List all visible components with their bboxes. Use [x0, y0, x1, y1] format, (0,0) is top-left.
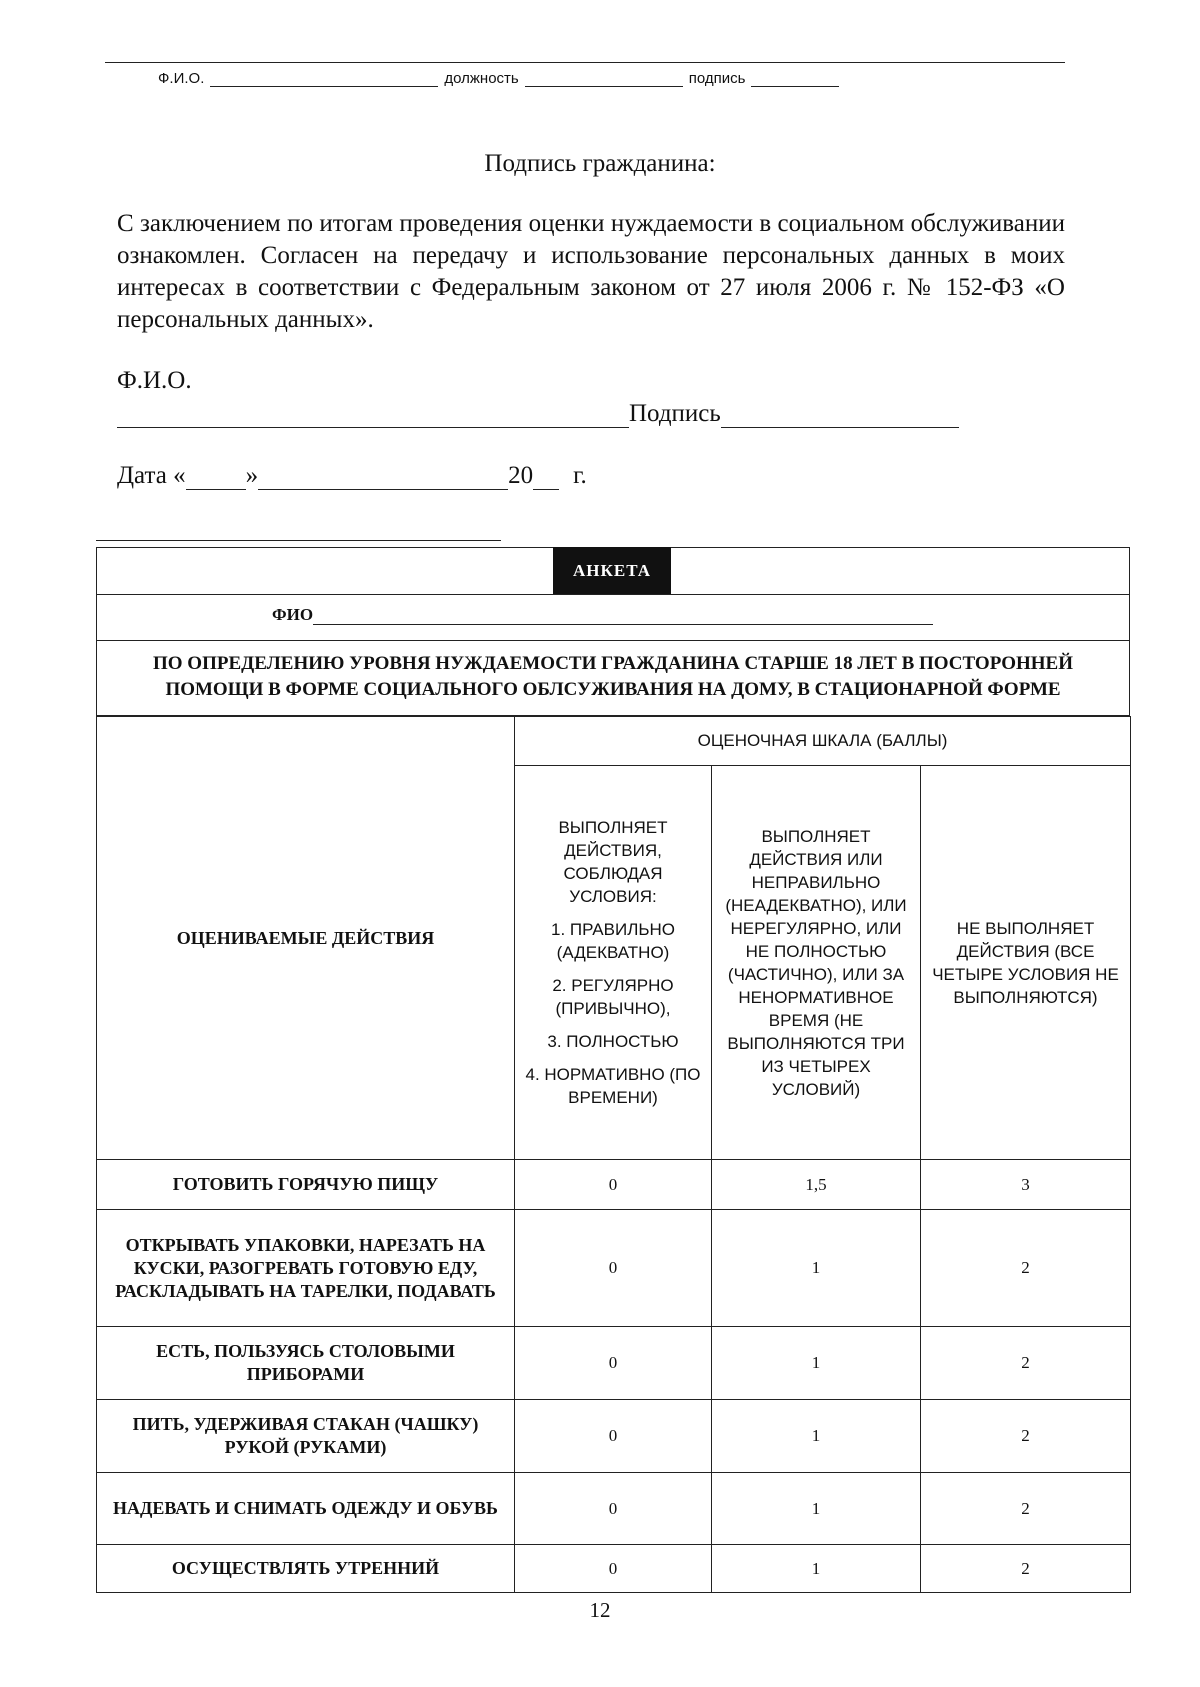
citizen-fio-line	[117, 403, 629, 428]
score-cell: 1	[712, 1545, 921, 1593]
scale-column-none: НЕ ВЫПОЛНЯЕТ ДЕЙСТВИЯ (ВСЕ ЧЕТЫРЕ УСЛОВИЯ НЕ ВЫПОЛНЯЮТСЯ)	[921, 766, 1131, 1160]
score-cell: 1	[712, 1473, 921, 1545]
score-cell: 2	[921, 1473, 1131, 1545]
page-number: 12	[589, 1598, 611, 1622]
header-divider	[97, 640, 1129, 641]
form-fio-line	[313, 606, 933, 625]
questionnaire-title	[96, 651, 1130, 703]
citizen-signature-label: Подпись	[629, 400, 721, 427]
date-label: Дата «	[117, 462, 186, 489]
form-separator-line	[96, 540, 501, 541]
date-year-prefix: 20	[508, 462, 534, 489]
score-cell: 0	[515, 1327, 712, 1400]
score-cell: 0	[515, 1400, 712, 1473]
official-fio-label: Ф.И.О.	[158, 70, 205, 87]
score-cell: 0	[515, 1210, 712, 1327]
consent-paragraph: С заключением по итогам проведения оценки нуждаемости в социальном обслуживании ознакомлен. Согласен на передачу и использование персональных данных в моих интересах в соответствии с Федеральным законом от 27 июля 2006 г. № 152-ФЗ «О персональных данных».	[117, 210, 1065, 333]
form-fio-label: ФИО	[272, 605, 314, 624]
score-cell: 2	[921, 1545, 1131, 1593]
score-cell: 1	[712, 1210, 921, 1327]
score-cell: 2	[921, 1327, 1131, 1400]
official-signature-row	[158, 70, 845, 87]
assessment-table	[96, 716, 1131, 1593]
score-cell: 1	[712, 1327, 921, 1400]
header-divider	[97, 594, 1129, 595]
official-signature-label: подпись	[688, 70, 746, 87]
score-cell: 2	[921, 1400, 1131, 1473]
questionnaire-badge: АНКЕТА	[553, 547, 671, 594]
action-cell: ОСУЩЕСТВЛЯТЬ УТРЕННИЙ	[97, 1545, 515, 1593]
scale-condition-intro: ВЫПОЛНЯЕТ ДЕЙСТВИЯ, СОБЛЮДАЯ УСЛОВИЯ:	[558, 818, 668, 906]
official-signature-line	[751, 72, 839, 87]
action-cell: ПИТЬ, УДЕРЖИВАЯ СТАКАН (ЧАШКУ) РУКОЙ (РУКАМИ)	[97, 1400, 515, 1473]
score-cell: 0	[515, 1473, 712, 1545]
scale-condition: 3. ПОЛНОСТЬЮ	[547, 1032, 679, 1051]
date-row	[117, 462, 587, 490]
action-cell: ЕСТЬ, ПОЛЬЗУЯСЬ СТОЛОВЫМИ ПРИБОРАМИ	[97, 1327, 515, 1400]
citizen-signature-title: Подпись гражданина:	[484, 150, 716, 177]
questionnaire-title-line: ПОМОЩИ В ФОРМЕ СОЦИАЛЬНОГО ОБЛСУЖИВАНИЯ НА ДОМУ, В СТАЦИОНАРНОЙ ФОРМЕ	[165, 679, 1061, 700]
form-fio-row	[272, 605, 933, 625]
date-month-line	[258, 465, 508, 490]
official-fio-line	[210, 72, 438, 87]
citizen-signature-row	[117, 400, 959, 428]
scale-condition: 4. НОРМАТИВНО (ПО ВРЕМЕНИ)	[525, 1065, 701, 1107]
score-cell: 2	[921, 1210, 1131, 1327]
actions-header: ОЦЕНИВАЕМЫЕ ДЕЙСТВИЯ	[97, 717, 515, 1160]
top-divider	[105, 62, 1065, 63]
official-position-line	[525, 72, 683, 87]
score-cell: 0	[515, 1545, 712, 1593]
score-cell: 1	[712, 1400, 921, 1473]
action-cell: НАДЕВАТЬ И СНИМАТЬ ОДЕЖДУ И ОБУВЬ	[97, 1473, 515, 1545]
date-close-quote: »	[245, 462, 259, 489]
questionnaire-title-line: ПО ОПРЕДЕЛЕНИЮ УРОВНЯ НУЖДАЕМОСТИ ГРАЖДАНИНА СТАРШЕ 18 ЛЕТ В ПОСТОРОННЕЙ	[152, 653, 1073, 674]
scale-column-full	[515, 766, 712, 1160]
official-position-label: должность	[444, 70, 519, 87]
action-cell: ОТКРЫВАТЬ УПАКОВКИ, НАРЕЗАТЬ НА КУСКИ, РАЗОГРЕВАТЬ ГОТОВУЮ ЕДУ, РАСКЛАДЫВАТЬ НА ТАРЕЛКИ, ПОДАВАТЬ	[97, 1210, 515, 1327]
date-day-line	[186, 465, 246, 490]
score-cell: 1,5	[712, 1160, 921, 1210]
scale-header: ОЦЕНОЧНАЯ ШКАЛА (БАЛЛЫ)	[515, 717, 1131, 766]
date-year-suffix: г.	[573, 462, 587, 489]
scale-column-partial: ВЫПОЛНЯЕТ ДЕЙСТВИЯ ИЛИ НЕПРАВИЛЬНО (НЕАДЕКВАТНО), ИЛИ НЕРЕГУЛЯРНО, ИЛИ НЕ ПОЛНОСТЬЮ (ЧАСТИЧНО), ИЛИ ЗА НЕНОРМАТИВНОЕ ВРЕМЯ (НЕ ВЫПОЛНЯЮТСЯ ТРИ ИЗ ЧЕТЫРЕХ УСЛОВИЙ)	[712, 766, 921, 1160]
scale-condition: 1. ПРАВИЛЬНО (АДЕКВАТНО)	[550, 920, 676, 962]
score-cell: 0	[515, 1160, 712, 1210]
scale-condition: 2. РЕГУЛЯРНО (ПРИВЫЧНО),	[552, 976, 674, 1018]
citizen-signature-line	[721, 403, 959, 428]
date-year-line	[533, 465, 559, 490]
citizen-fio-label: Ф.И.О.	[117, 367, 192, 394]
action-cell: ГОТОВИТЬ ГОРЯЧУЮ ПИЩУ	[97, 1160, 515, 1210]
score-cell: 3	[921, 1160, 1131, 1210]
